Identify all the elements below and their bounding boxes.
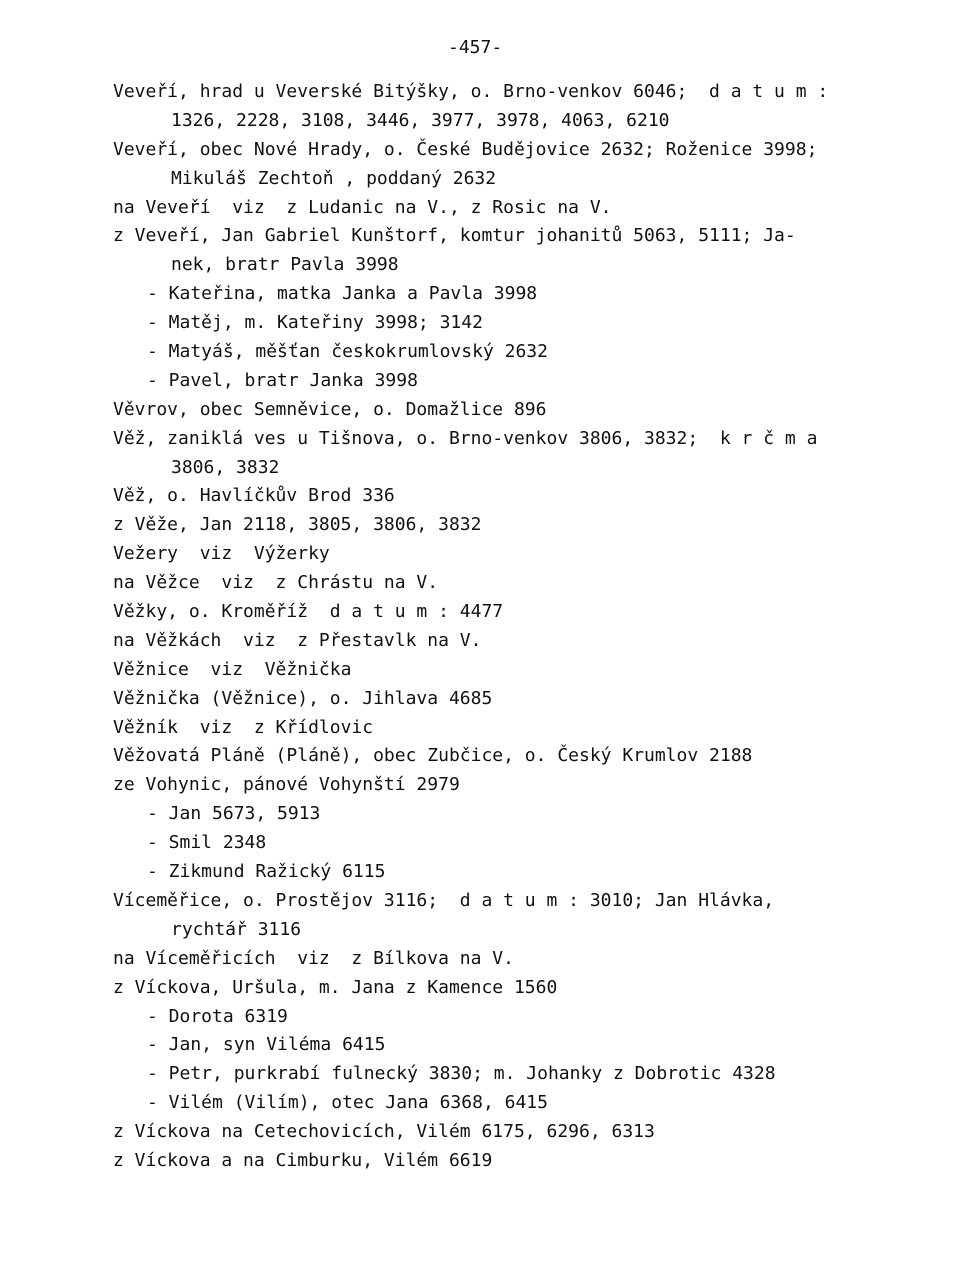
index-entry-line: Věžnice viz Věžnička bbox=[113, 658, 352, 680]
sub-entry-line: - Dorota 6319 bbox=[147, 1005, 288, 1027]
index-entry-line: Věžnička (Věžnice), o. Jihlava 4685 bbox=[113, 687, 493, 709]
index-entry-line: z Víckova, Uršula, m. Jana z Kamence 1560 bbox=[113, 976, 558, 998]
sub-entry-line: - Smil 2348 bbox=[147, 832, 267, 854]
index-entry-line: z Veveří, Jan Gabriel Kunštorf, komtur johanitů 5063, 5111; Ja- bbox=[113, 225, 796, 247]
index-entry-line: Věžky, o. Kroměříž d a t u m : 4477 bbox=[113, 601, 504, 623]
index-entries bbox=[113, 78, 913, 1176]
index-entry-line: Veveří, hrad u Veverské Bitýšky, o. Brno-venkov 6046; d a t u m : bbox=[113, 81, 829, 102]
entry-continuation-line: nek, bratr Pavla 3998 bbox=[171, 254, 399, 276]
entry-continuation-line: rychtář 3116 bbox=[171, 918, 302, 940]
sub-entry-line: - Jan 5673, 5913 bbox=[147, 803, 321, 825]
sub-entry-line: - Petr, purkrabí fulnecký 3830; m. Johanky z Dobrotic 4328 bbox=[147, 1063, 776, 1085]
entry-continuation-line: 3806, 3832 bbox=[171, 456, 280, 478]
entry-continuation-line: 1326, 2228, 3108, 3446, 3977, 3978, 4063, 6210 bbox=[171, 109, 670, 131]
index-entry-line: Věž, o. Havlíčkův Brod 336 bbox=[113, 485, 395, 507]
index-entry-line: Věžovatá Pláně (Pláně), obec Zubčice, o. Český Krumlov 2188 bbox=[113, 745, 753, 767]
index-entry-line: Věžník viz z Křídlovic bbox=[113, 716, 374, 738]
sub-entry-line: - Vilém (Vilím), otec Jana 6368, 6415 bbox=[147, 1092, 548, 1114]
page-number: -457- bbox=[448, 37, 503, 58]
index-entry-line: Veveří, obec Nové Hrady, o. České Budějovice 2632; Roženice 3998; bbox=[113, 138, 818, 160]
sub-entry-line: - Jan, syn Viléma 6415 bbox=[147, 1034, 386, 1056]
index-entry-line: ze Vohynic, pánové Vohynští 2979 bbox=[113, 774, 460, 796]
index-entry-line: Víceměřice, o. Prostějov 3116; d a t u m : 3010; Jan Hlávka, bbox=[113, 889, 775, 911]
index-entry-line: na Věžkách viz z Přestavlk na V. bbox=[113, 629, 482, 651]
sub-entry-line: - Kateřina, matka Janka a Pavla 3998 bbox=[147, 283, 538, 305]
index-entry-line: Vežery viz Výžerky bbox=[113, 543, 330, 565]
sub-entry-line: - Pavel, bratr Janka 3998 bbox=[147, 369, 418, 391]
sub-entry-line: - Matyáš, měšťan českokrumlovský 2632 bbox=[147, 341, 548, 363]
index-entry-line: na Víceměřicích viz z Bílkova na V. bbox=[113, 947, 514, 969]
sub-entry-line: - Zikmund Ražický 6115 bbox=[147, 861, 386, 883]
entry-continuation-line: Mikuláš Zechtoň , poddaný 2632 bbox=[171, 167, 497, 189]
index-entry-line: z Věže, Jan 2118, 3805, 3806, 3832 bbox=[113, 514, 482, 536]
index-entry-line: Věvrov, obec Semněvice, o. Domažlice 896 bbox=[113, 398, 547, 420]
index-entry-line: na Veveří viz z Ludanic na V., z Rosic na V. bbox=[113, 196, 612, 218]
sub-entry-line: - Matěj, m. Kateřiny 3998; 3142 bbox=[147, 312, 483, 334]
index-entry-line: Věž, zaniklá ves u Tišnova, o. Brno-venkov 3806, 3832; k r č m a bbox=[113, 427, 818, 449]
index-entry-line: z Víckova a na Cimburku, Vilém 6619 bbox=[113, 1149, 493, 1171]
index-entry-line: na Věžce viz z Chrástu na V. bbox=[113, 572, 439, 594]
index-entry-line: z Víckova na Cetechovicích, Vilém 6175, 6296, 6313 bbox=[113, 1121, 655, 1143]
